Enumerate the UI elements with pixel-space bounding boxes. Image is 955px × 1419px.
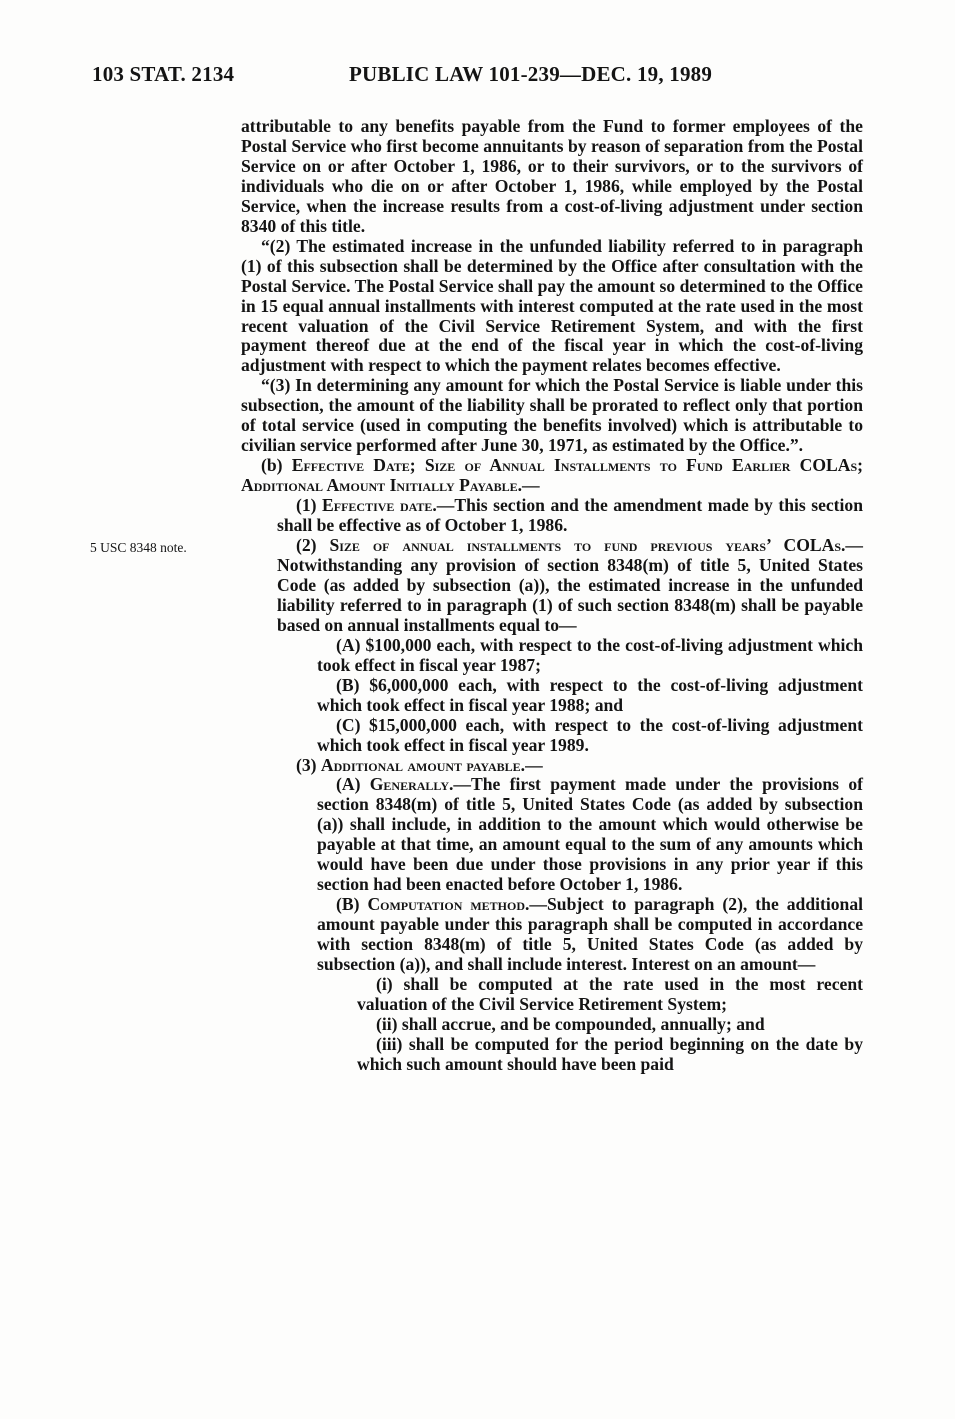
b3B-text: —Subject to paragraph (2), the additional amount payable under this paragraph shall be computed in accordance with section 8348(m) of title 5, United States Code (as added by subsection (a)), and shall include interest. Interest on an amount— xyxy=(317,894,863,975)
b1-lead: (1) xyxy=(296,495,323,516)
page-header xyxy=(92,62,872,92)
b3A-text: —The first payment made under the provisions of section 8348(m) of title 5, United States Code (as added by subsection (a)) shall include, in addition to the amount which would otherwise be payable at that time, an amount equal to the sum of any amounts which would have been due under those provisions in any prior year if this section had been enacted before October 1, 1986. xyxy=(317,774,863,895)
paragraph-b1 xyxy=(241,496,863,536)
document-body xyxy=(241,117,863,1075)
subparagraph-b2C: (C) $15,000,000 each, with respect to the cost-of-living adjustment which took effect in fiscal year 1989. xyxy=(317,714,863,755)
law-title: PUBLIC LAW 101-239—DEC. 19, 1989 xyxy=(349,62,713,86)
b2-lead: (2) xyxy=(296,535,330,556)
subparagraph-b2B: (B) $6,000,000 each, with respect to the cost-of-living adjustment which took effect in fiscal year 1988; and xyxy=(317,674,863,715)
clause-b3Biii: (iii) shall be computed for the period beginning on the date by which such amount should have been paid xyxy=(357,1033,863,1074)
subsection-b-heading: Effective Date; Size of Annual Installments to Fund Earlier COLAs; Additional Amount Initially Payable.— xyxy=(241,455,863,496)
paragraph-b2 xyxy=(241,536,863,636)
b1-text: —This section and the amendment made by this section shall be effective as of October 1, 1986. xyxy=(277,495,864,536)
b3A-heading: Generally. xyxy=(369,774,454,795)
b2-heading: Size of annual installments to fund previous years’ COLAs. xyxy=(329,535,846,556)
subparagraph-b2A: (A) $100,000 each, with respect to the cost-of-living adjustment which took effect in fiscal year 1987; xyxy=(317,634,863,675)
b1-heading: Effective date. xyxy=(322,495,437,516)
subsection-b xyxy=(241,456,863,496)
clause-b3Bii: (ii) shall accrue, and be compounded, annually; and xyxy=(376,1013,765,1034)
subparagraph-b3B xyxy=(241,895,863,975)
margin-note: 5 USC 8348 note. xyxy=(90,540,187,555)
subsection-b-lead: (b) xyxy=(261,455,292,476)
b2-text: —Notwithstanding any provision of section 8348(m) of title 5, United States Code (as added by subsection (a)), the estimated increase in the unfunded liability referred to in paragraph (1) of such section 8348(m) shall be payable based on annual installments equal to— xyxy=(277,535,863,635)
b3B-lead: (B) xyxy=(336,894,368,915)
b3B-heading: Computation method. xyxy=(367,894,530,915)
paragraph-2: “(2) The estimated increase in the unfunded liability referred to in paragraph (1) of this subsection shall be determined by the Office after consultation with the Postal Service. The Postal Service shall pay the amount so determined to the Office in 15 equal annual installments with interest computed at the rate used in the most recent valuation of the Civil Service Retirement System, and with the first payment thereof due at the end of the fiscal year in which the cost-of-living adjustment with respect to which the payment relates becomes effective. xyxy=(241,235,863,376)
paragraph-b3 xyxy=(241,756,863,776)
paragraph-continuation: attributable to any benefits payable from the Fund to former employees of the Postal Service who first become annuitants by reason of separation from the Postal Service on or after October 1, 1986, or to their survivors, or to the survivors of individuals who die on or after October 1, 1986, while employed by the Postal Service, when the increase results from a cost-of-living adjustment under section 8340 of this title. xyxy=(241,116,863,236)
b3-lead: (3) xyxy=(296,754,321,775)
paragraph-3: “(3) In determining any amount for which the Postal Service is liable under this subsection, the amount of the liability shall be prorated to reflect only that portion of total service (used in computing the benefits involved) which is attributable to civilian service performed after June 30, 1971, as estimated by the Office.”. xyxy=(241,375,863,456)
stat-page-number: 103 STAT. 2134 xyxy=(92,62,235,86)
subparagraph-b3A xyxy=(241,775,863,895)
b3-heading: Additional amount payable.— xyxy=(320,754,543,775)
b3A-lead: (A) xyxy=(336,774,370,795)
clause-b3Bi: (i) shall be computed at the rate used in the most recent valuation of the Civil Service Retirement System; xyxy=(357,973,863,1014)
